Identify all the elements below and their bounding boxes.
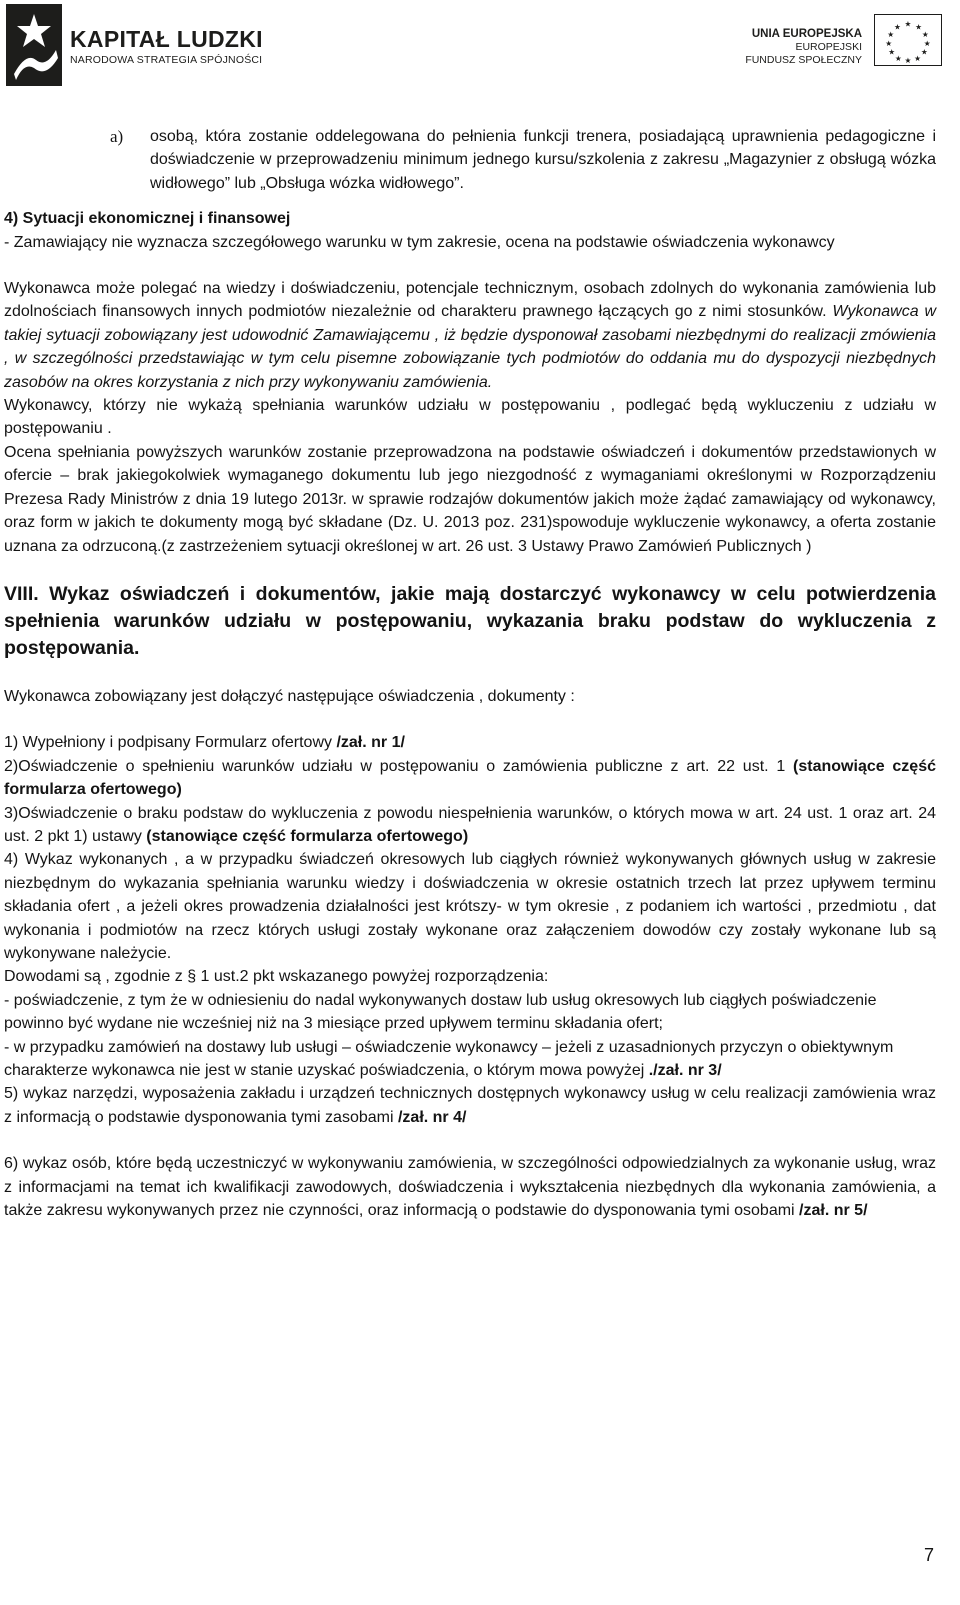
list-item-5-ref: /zał. nr 4/ xyxy=(397,1108,467,1126)
list-item-1 xyxy=(4,731,936,754)
list-item-6 xyxy=(4,1152,936,1222)
section-4-text: - Zamawiający nie wyznacza szczegółowego warunku w tym zakresie, ocena na podstawie oświadczenia wykonawcy xyxy=(4,233,835,251)
page-number: 7 xyxy=(923,1545,934,1565)
reliance-paragraph xyxy=(4,277,936,394)
list-item-4: 4) Wykaz wykonanych , a w przypadku świadczeń okresowych lub ciągłych również wykonywanych głównych usług w zakresie niezbędnym do wykazania spełniania warunku wiedzy i doświadczenia w okresie ostatnich trzech lat przez upływem terminu składania ofert , a jeżeli okres prowadzenia działalności jest krótszy- w tym okresie , z podaniem ich wartości , przedmiotu , dat wykonania i podmiotów na rzecz których usługi zostały wykonane oraz załączeniem dowodów czy zostały wykonane lub są wykonywane należycie. xyxy=(4,851,936,962)
eu-line-3: FUNDUSZ SPOŁECZNY xyxy=(745,54,862,66)
list-item-a xyxy=(4,125,936,195)
svg-text:★: ★ xyxy=(894,54,902,64)
list-item-3 xyxy=(4,802,936,849)
evidence-item-2-ref: ./zał. nr 3/ xyxy=(648,1062,722,1079)
list-item-5-text: 5) wykaz narzędzi, wyposażenia zakładu i urządzeń technicznych dostępnych wykonawcy usług w celu realizacji zamówienia wraz z informacją o podstawie dysponowania tymi zasobami xyxy=(4,1085,936,1126)
section-4-heading: 4) Sytuacji ekonomicznej i finansowej xyxy=(4,210,291,228)
list-item-2-text: 2)Oświadczenie o spełnieniu warunków udziału w postępowaniu o zamówienia publiczne z art. 22 ust. 1 xyxy=(4,757,794,775)
svg-text:★: ★ xyxy=(904,56,912,66)
list-item-6-text: 6) wykaz osób, które będą uczestniczyć w wykonywaniu zamówienia, w szczególności odpowiedzialnych za wykonanie usług, wraz z informacjami na temat ich kwalifikacji zawodowych, doświadczenia i wykształcenia niezbędnych dla wykonania zamówienia, a także zakresu wykonywanych przez nie czynności, oraz informacją o podstawie do dysponowania tymi osobami xyxy=(4,1155,936,1220)
list-item-2-ref: (stanowiące część formularza ofertowego) xyxy=(4,757,937,799)
svg-text:★: ★ xyxy=(921,30,929,40)
evidence-intro: Dowodami są , zgodnie z § 1 ust.2 pkt wskazanego powyżej rozporządzenia: xyxy=(4,968,549,986)
svg-text:★: ★ xyxy=(920,47,928,57)
svg-text:★: ★ xyxy=(887,30,895,40)
svg-text:★: ★ xyxy=(904,19,912,29)
reliance-text: Wykonawca może polegać na wiedzy i doświadczeniu, potencjale technicznym, osobach zdolnych do wykonania zamówienia lub zdolnościach finansowych innych podmiotów niezależnie od charakteru prawnego łączących go z nimi stosunków. xyxy=(4,280,936,321)
page-header xyxy=(0,0,960,95)
list-item-2 xyxy=(4,755,936,802)
svg-text:★: ★ xyxy=(914,54,922,64)
intro-paragraph: Wykonawca zobowiązany jest dołączyć następujące oświadczenia , dokumenty : xyxy=(4,687,575,705)
kapital-ludzki-emblem-icon xyxy=(6,4,62,86)
logo-subtitle: NARODOWA STRATEGIA SPÓJNOŚCI xyxy=(70,54,263,66)
list-item-3-ref: (stanowiące część formularza ofertowego) xyxy=(146,827,469,845)
list-item-1-text: 1) Wypełniony i podpisany Formularz ofertowy xyxy=(4,734,337,752)
eu-line-2: EUROPEJSKI xyxy=(795,41,862,53)
document-body xyxy=(4,125,936,1222)
eu-line-1: UNIA EUROPEJSKA xyxy=(751,28,862,40)
svg-text:★: ★ xyxy=(893,22,901,32)
svg-text:★: ★ xyxy=(923,38,931,48)
section-viii-title: VIII. Wykaz oświadczeń i dokumentów, jakie mają dostarczyć wykonawcy w celu potwierdzenia spełnienia warunków udziału w postępowaniu, wykazania braku podstaw do wykluczenia z postępowania. xyxy=(4,582,936,659)
evidence-item-1: - poświadczenie, z tym że w odniesieniu do nadal wykonywanych dostaw lub usług okresowych lub ciągłych poświadczenie powinno być wydane nie wcześniej niż na 3 miesiące przed upływem terminu składania ofert; xyxy=(4,991,877,1033)
eu-flag-icon xyxy=(874,14,942,66)
list-item-text: osobą, która zostanie oddelegowana do pełnienia funkcji trenera, posiadającą uprawnienia pedagogiczne i doświadczenie w przeprowadzeniu minimum jednego kursu/szkolenia z zakresu „Magazynier z obsługą wózka widłowego” lub „Obsługa wózka widłowego”. xyxy=(150,128,936,192)
list-item-6-ref: /zał. nr 5/ xyxy=(799,1202,868,1220)
evidence-item-2-text: - w przypadku zamówień na dostawy lub usługi – oświadczenie wykonawcy – jeżeli z uzasadnionych przyczyn o obiektywnym charakterze wykonawca nie jest w stanie uzyskać poświadczenia, o którym mowa powyżej xyxy=(4,1038,894,1079)
eu-logo-text xyxy=(745,28,862,67)
logo-title: KAPITAŁ LUDZKI xyxy=(70,26,263,52)
list-item-3-text: 3)Oświadczenie o braku podstaw do wykluczenia z powodu niespełnienia warunków, o których mowa w art. 24 ust. 1 oraz art. 24 ust. 2 pkt 1) ustawy xyxy=(4,804,936,845)
svg-text:★: ★ xyxy=(915,22,923,32)
assessment-paragraph: Ocena spełniania powyższych warunków zostanie przeprowadzona na podstawie oświadczeń i dokumentów przedstawionych w ofercie – brak jakiegokolwiek wymaganego dokumentu lub jego niezgodność z wymaganiami określonymi w Rozporządzeniu Prezesa Rady Ministrów z dnia 19 lutego 2013r. w sprawie rodzajów dokumentów jakich może żądać zamawiający od wykonawcy, oraz form w jakich te dokumenty mogą być składane (Dz. U. 2013 poz. 231)spowoduje wykluczenie wykonawcy, a oferta zostanie uznana za odrzuconą.(z zastrzeżeniem sytuacji określonej w art. 26 ust. 3 Ustawy Prawo Zamówień Publicznych ) xyxy=(4,443,936,555)
eu-logo xyxy=(742,14,942,78)
list-item-label: a) xyxy=(110,127,124,146)
kapital-ludzki-logo xyxy=(6,4,261,86)
list-item-1-ref: /zał. nr 1/ xyxy=(336,734,405,752)
list-item-5 xyxy=(4,1082,936,1129)
svg-text:★: ★ xyxy=(885,38,893,48)
evidence-item-2 xyxy=(4,1036,936,1083)
reliance-italic-text: Wykonawca w takiej sytuacji zobowiązany jest udowodnić Zamawiającemu , iż będzie dysponował zasobami niezbędnymi do realizacji zmówienia , w szczególności przedstawiając w tym celu pisemne zobowiązanie tych podmiotów do oddania mu do dyspozycji niezbędnych zasobów na okres korzystania z nich przy wykonywaniu zamówienia. xyxy=(4,303,937,391)
exclusion-paragraph: Wykonawcy, którzy nie wykażą spełniania warunków udziału w postępowaniu , podlegać będą wykluczeniu z udziału w postępowaniu . xyxy=(4,397,936,438)
svg-text:★: ★ xyxy=(888,47,896,57)
